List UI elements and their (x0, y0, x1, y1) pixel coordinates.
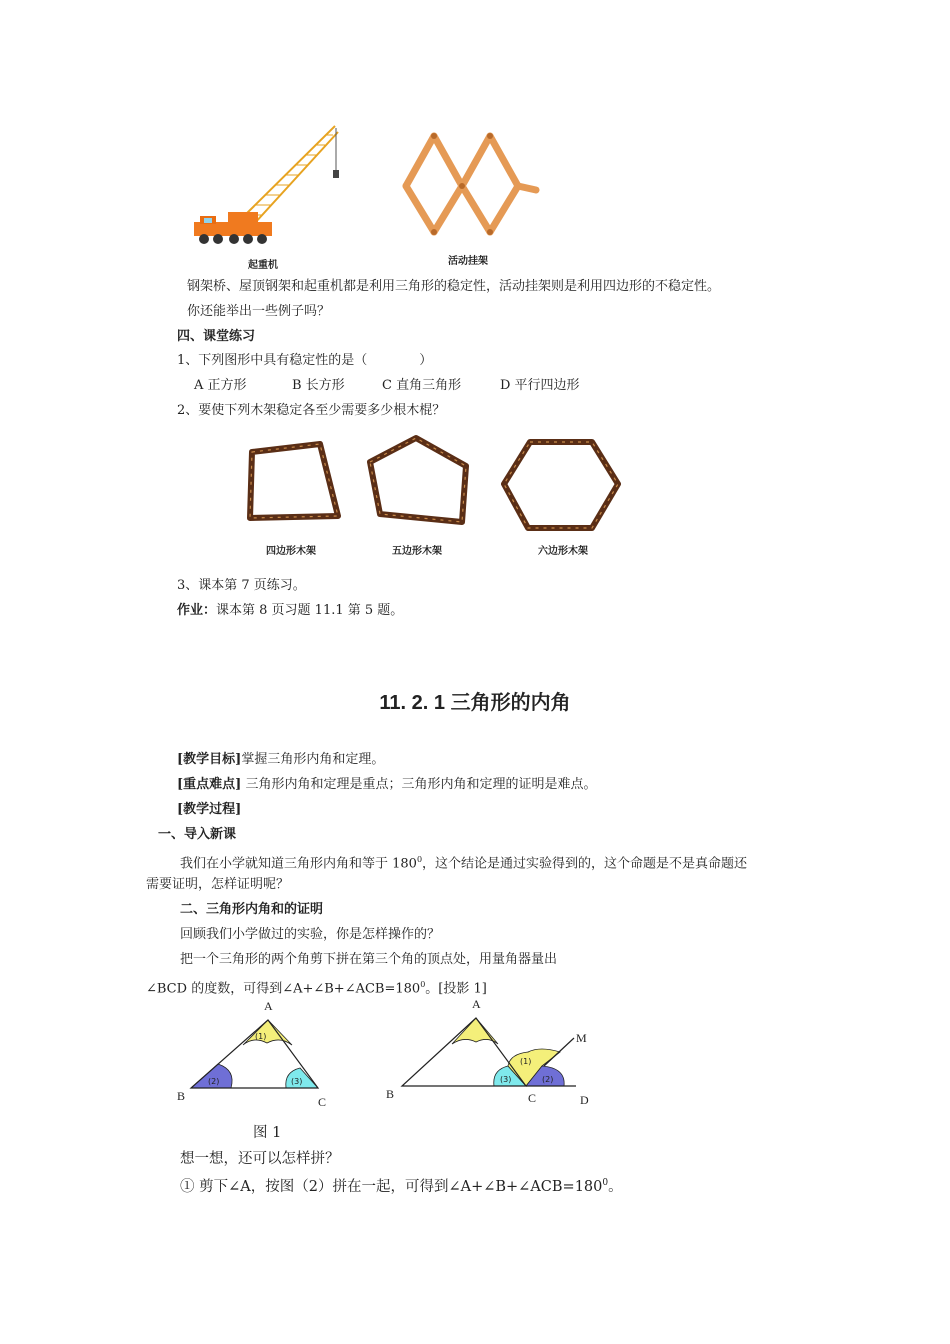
fig2-vertex-b-label: B (386, 1087, 395, 1101)
section-2-line-2: 把一个三角形的两个角剪下拼在第三个角的顶点处，用量角器量出 (180, 952, 558, 967)
angle-1-wedge (243, 1020, 292, 1045)
teaching-goal-label: [教学目标] (177, 752, 242, 767)
angle-1-wedge-top (452, 1018, 498, 1044)
section-1-line-2: 需要证明，怎样证明呢？ (146, 877, 290, 892)
question-2: 2、要使下列木架稳定各至少需要多少根木棍？ (177, 403, 446, 418)
teaching-process-label: [教学过程] (177, 802, 242, 817)
question-1: 1、下列图形中具有稳定性的是（ ） (177, 353, 433, 368)
lesson-title: 11. 2. 1 三角形的内角 (379, 692, 571, 714)
fig2-point-d-label: D (580, 1093, 589, 1107)
quadrilateral-frame (244, 440, 344, 526)
triangle-angles-figure (172, 996, 342, 1108)
fig2-vertex-a-label: A (472, 997, 481, 1011)
section-2-heading: 二、三角形内角和的证明 (180, 902, 324, 917)
section-1-heading: 一、导入新课 (158, 827, 237, 842)
pentagon-caption: 五边形木架 (392, 546, 442, 557)
step-1-text: ① 剪下∠A，按图（2）拼在一起，可得到∠A+∠B+∠ACB=180 (180, 1178, 603, 1195)
fig2-point-m-label: M (576, 1031, 587, 1045)
homework-label: 作业： (177, 603, 217, 618)
option-a: A 正方形 (194, 378, 247, 393)
vertex-c-label: C (318, 1095, 327, 1109)
stability-paragraph: 钢架桥、屋顶钢架和起重机都是利用三角形的稳定性，活动挂架则是利用四边形的不稳定性。 (187, 279, 721, 294)
section-2-line-1: 回顾我们小学做过的实验，你是怎样操作的？ (180, 927, 441, 942)
option-c: C 直角三角形 (382, 378, 462, 393)
figure-1-label: 图 1 (253, 1125, 282, 1141)
key-difficulty-text: 三角形内角和定理是重点；三角形内角和定理的证明是难点。 (241, 777, 597, 792)
degree-sup: 0 (602, 1178, 609, 1188)
section-2-line-3-text: ∠BCD 的度数，可得到∠A+∠B+∠ACB=180 (146, 981, 421, 997)
hexagon-caption: 六边形木架 (538, 546, 588, 557)
step-1 (180, 1173, 623, 1197)
section-1-line-1-rest: ，这个结论是通过实验得到的，这个命题是不是真命题还 (422, 856, 748, 872)
fig2-vertex-c-label: C (528, 1091, 537, 1105)
key-difficulty-label: [重点难点] (177, 777, 242, 792)
hexagon-frame (500, 438, 620, 532)
section-1-line-1 (180, 851, 747, 873)
hanger-caption: 活动挂架 (448, 256, 488, 267)
angle-2-label: (2) (208, 1077, 220, 1086)
crane-illustration (190, 120, 350, 250)
examples-question: 你还能举出一些例子吗？ (187, 304, 331, 319)
homework-text: 课本第 8 页习题 11.1 第 5 题。 (216, 603, 404, 618)
vertex-a-label: A (264, 999, 273, 1013)
section-2-line-3-rest: 。[投影 1] (425, 981, 487, 997)
section-2-line-3 (146, 976, 487, 998)
option-d: D 平行四边形 (500, 378, 580, 393)
option-b: B 长方形 (292, 378, 345, 393)
fig2-angle-3-label: (3) (500, 1075, 512, 1084)
key-difficulty (177, 776, 596, 794)
question-3: 3、课本第 7 页练习。 (177, 578, 306, 593)
homework-line (177, 602, 403, 620)
fig2-angle-1-label: (1) (520, 1057, 532, 1066)
degree-sup: 0 (416, 855, 423, 864)
practice-heading: 四、课堂练习 (177, 329, 256, 344)
angle-1-label: (1) (255, 1032, 267, 1041)
quadrilateral-caption: 四边形木架 (266, 546, 316, 557)
step-1-rest: 。 (608, 1178, 623, 1195)
pentagon-frame (366, 432, 474, 528)
teaching-goal-text: 掌握三角形内角和定理。 (241, 752, 385, 767)
teaching-goal (177, 751, 384, 769)
degree-sup: 0 (420, 980, 426, 989)
vertex-b-label: B (177, 1089, 186, 1103)
crane-caption: 起重机 (248, 260, 278, 271)
fig2-angle-2-label: (2) (542, 1075, 554, 1084)
angles-combined-figure (380, 996, 600, 1108)
section-1-line-1-text: 我们在小学就知道三角形内角和等于 180 (180, 856, 417, 872)
think-question: 想一想，还可以怎样拼？ (180, 1151, 340, 1167)
folding-hanger-illustration (398, 128, 544, 240)
angle-3-label: (3) (291, 1077, 303, 1086)
